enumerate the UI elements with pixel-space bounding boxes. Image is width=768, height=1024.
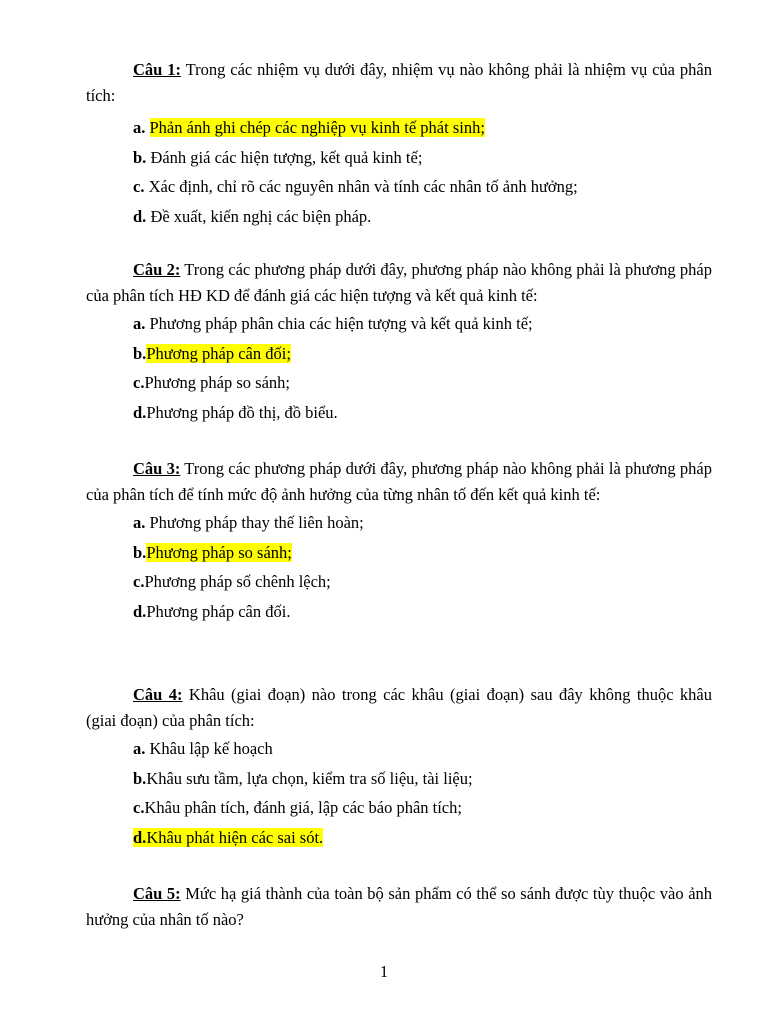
- option-letter: b.: [133, 343, 147, 363]
- option-text: Phương pháp số chênh lệch;: [144, 572, 331, 591]
- question-number: Câu 1:: [133, 60, 181, 79]
- option-a: [86, 508, 712, 538]
- option-text: Phương pháp cân đối.: [146, 601, 291, 621]
- option-b: [86, 538, 712, 568]
- option-letter: b.: [133, 147, 147, 167]
- option-text: Khâu sưu tầm, lựa chọn, kiểm tra số liệu, tài liệu;: [146, 768, 473, 788]
- question-text: Trong các nhiệm vụ dưới đây, nhiệm vụ nào không phải là nhiệm vụ của phân tích:: [86, 60, 712, 105]
- question-text: Trong các phương pháp dưới đây, phương pháp nào không phải là phương pháp của phân tích để tính mức độ ảnh hưởng của từng nhân tố đến kết quả kinh tế:: [86, 459, 712, 504]
- option-letter: a.: [133, 314, 146, 333]
- option-letter: d.: [133, 827, 147, 847]
- option-c: [86, 793, 712, 823]
- question-2: [86, 257, 712, 427]
- option-b: [86, 143, 712, 173]
- question-stem: [86, 881, 712, 933]
- option-b: [86, 339, 712, 369]
- option-text: Khâu phân tích, đánh giá, lập các báo phân tích;: [144, 798, 462, 817]
- option-letter: d.: [133, 601, 147, 621]
- question-3: [86, 456, 712, 626]
- question-text: Khâu (giai đoạn) nào trong các khâu (giai đoạn) sau đây không thuộc khâu (giai đoạn) của phân tích:: [86, 685, 712, 730]
- option-c: [86, 172, 712, 202]
- option-text: Phương pháp đồ thị, đồ biểu.: [146, 402, 338, 422]
- answer-options: [86, 309, 712, 427]
- option-letter: b.: [133, 768, 147, 788]
- option-c: [86, 567, 712, 597]
- option-text: Phương pháp so sánh;: [144, 373, 290, 392]
- option-text: Đánh giá các hiện tượng, kết quả kinh tế;: [150, 147, 423, 167]
- option-text: Đề xuất, kiến nghị các biện pháp.: [150, 206, 372, 226]
- option-text: Phương pháp thay thế liên hoàn;: [149, 513, 364, 532]
- option-letter: d.: [133, 402, 147, 422]
- option-letter: b.: [133, 542, 147, 562]
- question-text: Mức hạ giá thành của toàn bộ sản phẩm có thể so sánh được tùy thuộc vào ảnh hưởng của nhân tố nào?: [86, 884, 713, 929]
- question-stem: [86, 682, 712, 734]
- option-d: [86, 398, 712, 428]
- option-d: [86, 597, 712, 627]
- question-number: Câu 4:: [133, 685, 183, 704]
- page-number: 1: [379, 962, 389, 981]
- answer-options: [86, 508, 712, 626]
- option-text: Phương pháp so sánh;: [146, 542, 292, 562]
- question-stem: [86, 57, 712, 109]
- option-a: [86, 113, 712, 143]
- option-letter: c.: [133, 373, 145, 392]
- option-d: [86, 823, 712, 853]
- option-b: [86, 764, 712, 794]
- question-stem: [86, 456, 712, 508]
- option-letter: c.: [133, 572, 145, 591]
- option-letter: d.: [133, 206, 147, 226]
- option-a: [86, 309, 712, 339]
- answer-options: [86, 113, 712, 231]
- option-text: Xác định, chỉ rõ các nguyên nhân và tính các nhân tố ảnh hưởng;: [148, 177, 578, 196]
- option-d: [86, 202, 712, 232]
- option-text: Khâu lập kế hoạch: [149, 739, 273, 758]
- option-letter: a.: [133, 739, 146, 758]
- question-5: [86, 881, 712, 933]
- option-letter: c.: [133, 798, 145, 817]
- answer-options: [86, 734, 712, 852]
- question-4: [86, 682, 712, 852]
- question-number: Câu 2:: [133, 260, 181, 279]
- option-text: Khâu phát hiện các sai sót.: [146, 827, 324, 847]
- option-letter: c.: [133, 177, 145, 196]
- option-letter: a.: [133, 118, 146, 137]
- question-text: Trong các phương pháp dưới đây, phương pháp nào không phải là phương pháp của phân tích HĐ KD để đánh giá các hiện tượng và kết quả kinh tế:: [86, 260, 712, 305]
- option-letter: a.: [133, 513, 146, 532]
- option-text: Phản ánh ghi chép các nghiệp vụ kinh tế phát sinh;: [149, 118, 485, 137]
- option-a: [86, 734, 712, 764]
- question-number: Câu 3:: [133, 459, 181, 478]
- option-text: Phương pháp phân chia các hiện tượng và kết quả kinh tế;: [149, 314, 533, 333]
- option-text: Phương pháp cân đối;: [146, 343, 291, 363]
- question-number: Câu 5:: [133, 884, 181, 903]
- question-stem: [86, 257, 712, 309]
- question-1: [86, 57, 712, 231]
- option-c: [86, 368, 712, 398]
